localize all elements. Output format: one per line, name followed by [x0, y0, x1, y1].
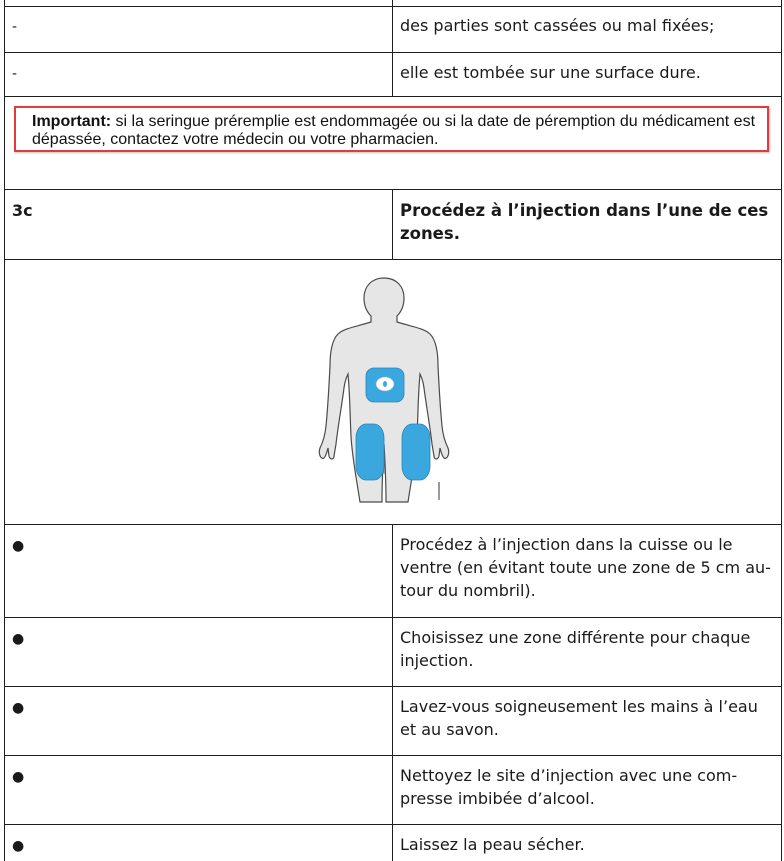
table-row — [4, 686, 782, 756]
table-row — [4, 755, 782, 825]
table-row — [4, 0, 782, 52]
table-row — [4, 524, 782, 618]
bullet-text: Procédez à l’injection dans la cuisse ou le ventre (en évitant toute une zone de 5 cm au-tour du nombril). — [400, 535, 771, 600]
important-text — [32, 113, 757, 149]
table-row — [4, 617, 782, 687]
table-row — [4, 52, 782, 97]
bullet-marker: ● — [12, 631, 25, 647]
important-label: Important: — [32, 113, 112, 130]
body-injection-zones-illustration — [314, 276, 454, 506]
important-body: si la seringue préremplie est endommagée ou si la date de péremption du médicament est dépassée, contactez votre médecin ou votre pharmacien. — [32, 113, 756, 148]
row-text: elle est tombée sur une surface dure. — [400, 63, 701, 82]
bullet-text: Choisissez une zone différente pour chaque injection. — [400, 628, 751, 670]
row-text: des parties sont cassées ou mal fixées; — [400, 16, 715, 35]
bullet-marker: ● — [12, 769, 25, 785]
table-row — [4, 824, 782, 861]
dash-marker: - — [12, 66, 18, 82]
bullet-marker: ● — [12, 538, 25, 554]
important-row — [4, 96, 782, 190]
important-notice — [14, 106, 769, 152]
bullet-text: Nettoyez le site d’injection avec une com-presse imbibée d’alcool. — [400, 766, 738, 808]
step-number: 3c — [12, 201, 33, 220]
bullet-marker: ● — [12, 838, 25, 854]
step-heading-row — [4, 189, 782, 260]
bullet-marker: ● — [12, 700, 25, 716]
dash-marker: - — [12, 19, 18, 35]
bullet-text: Laissez la peau sécher. — [400, 835, 585, 854]
bullet-text: Lavez-vous soigneusement les mains à l’eau et au savon. — [400, 697, 758, 739]
step-title: Procédez à l’injection dans l’une de ces zones. — [400, 201, 769, 243]
illustration-row — [4, 259, 782, 525]
